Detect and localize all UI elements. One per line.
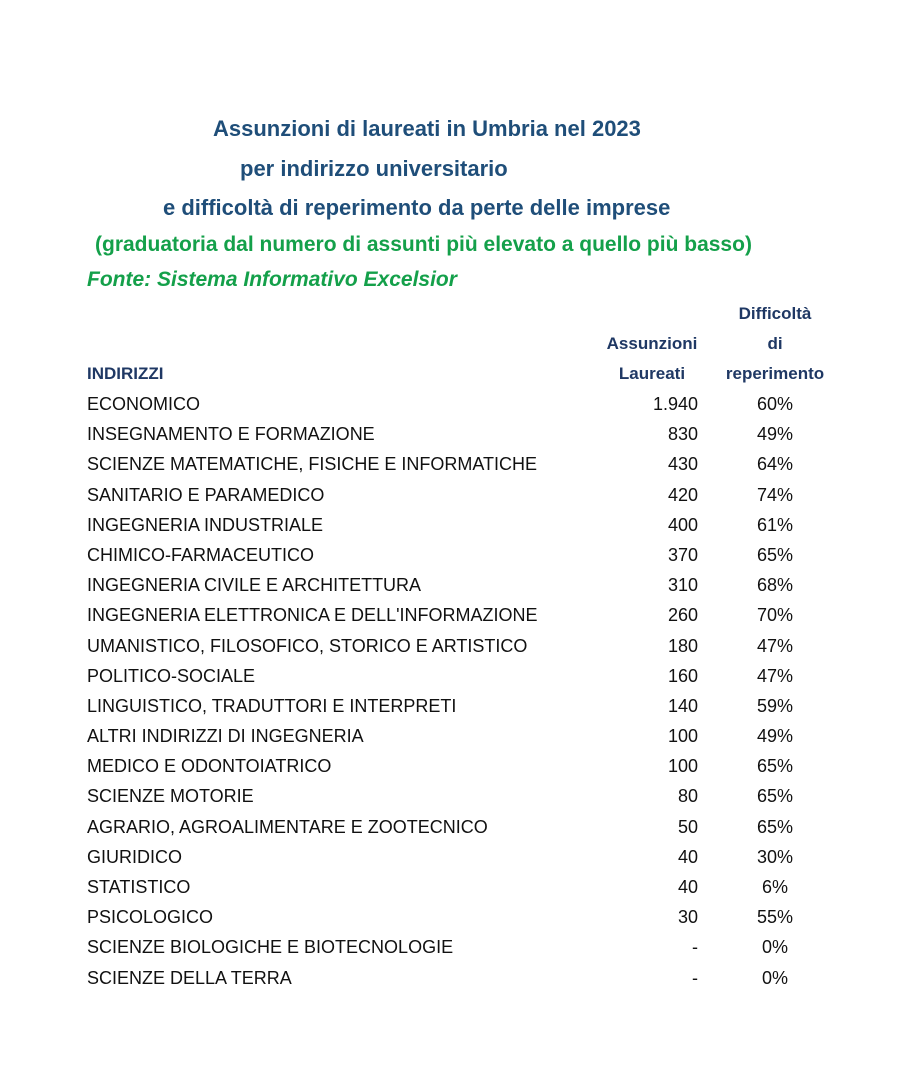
table-row	[0, 754, 918, 784]
row-difficolta: 65%	[756, 544, 794, 565]
table-row	[0, 543, 918, 573]
row-difficolta: 55%	[756, 907, 794, 928]
table-row	[0, 784, 918, 814]
table-row	[0, 513, 918, 543]
table-row	[0, 483, 918, 513]
table-row	[0, 422, 918, 452]
row-assunzioni: 30	[677, 907, 698, 928]
row-name: SCIENZE DELLA TERRA	[87, 967, 292, 988]
table-row	[0, 845, 918, 875]
row-difficolta: 74%	[756, 484, 794, 505]
header-difficolta-line-1: Difficoltà	[738, 304, 812, 323]
row-name: SANITARIO E PARAMEDICO	[87, 484, 325, 505]
row-name: STATISTICO	[87, 877, 191, 897]
row-name: SCIENZE BIOLOGICHE E BIOTECNOLOGIE	[87, 937, 454, 958]
row-assunzioni: 140	[667, 695, 698, 716]
header-difficolta-line-3: reperimento	[725, 364, 825, 383]
row-difficolta: 65%	[756, 786, 794, 807]
table-row	[0, 634, 918, 664]
row-difficolta: 30%	[756, 846, 794, 867]
subtitle: (graduatoria dal numero di assunti più elevato a quello più basso)	[95, 233, 752, 256]
table-row	[0, 664, 918, 694]
row-name: INSEGNAMENTO E FORMAZIONE	[87, 424, 375, 445]
row-assunzioni: 830	[667, 424, 698, 445]
title-line-1: Assunzioni di laureati in Umbria nel 2023	[213, 116, 641, 141]
row-name: SCIENZE MATEMATICHE, FISICHE E INFORMATICHE	[87, 454, 538, 475]
row-assunzioni: 1.940	[652, 394, 698, 414]
table-row	[0, 935, 918, 965]
row-name: AGRARIO, AGROALIMENTARE E ZOOTECNICO	[87, 816, 488, 837]
row-name: LINGUISTICO, TRADUTTORI E INTERPRETI	[87, 695, 457, 716]
row-difficolta: 70%	[756, 605, 794, 626]
table-row	[0, 392, 918, 422]
row-name: INGEGNERIA CIVILE E ARCHITETTURA	[87, 575, 422, 596]
row-assunzioni: 420	[667, 484, 698, 505]
row-name: GIURIDICO	[87, 846, 183, 867]
table-body	[0, 392, 918, 996]
row-difficolta: 49%	[756, 424, 794, 445]
row-name: UMANISTICO, FILOSOFICO, STORICO E ARTISTICO	[87, 635, 528, 656]
row-difficolta: 6%	[761, 877, 788, 897]
row-assunzioni: 100	[667, 756, 698, 777]
table-row	[0, 452, 918, 482]
row-assunzioni: 160	[667, 665, 698, 686]
row-name: POLITICO-SOCIALE	[87, 665, 256, 686]
row-assunzioni: 50	[677, 816, 698, 837]
table-row	[0, 815, 918, 845]
row-difficolta: 60%	[756, 394, 794, 414]
row-assunzioni: 310	[667, 575, 698, 596]
row-difficolta: 0%	[761, 937, 788, 958]
row-difficolta: 0%	[761, 967, 788, 988]
row-name: MEDICO E ODONTOIATRICO	[87, 756, 332, 777]
row-name: ALTRI INDIRIZZI DI INGEGNERIA	[87, 726, 364, 747]
row-assunzioni: 80	[677, 786, 698, 807]
row-name: CHIMICO-FARMACEUTICO	[87, 544, 314, 565]
row-name: SCIENZE MOTORIE	[87, 786, 254, 807]
header-assunzioni-line-2: Laureati	[618, 364, 686, 383]
header-indirizzi: INDIRIZZI	[87, 364, 164, 383]
table-row	[0, 573, 918, 603]
row-difficolta: 64%	[756, 454, 794, 475]
table-row	[0, 875, 918, 905]
row-name: ECONOMICO	[87, 394, 201, 414]
table-row	[0, 724, 918, 754]
row-name: INGEGNERIA ELETTRONICA E DELL'INFORMAZIONE	[87, 605, 538, 626]
row-assunzioni: 40	[677, 877, 698, 897]
row-difficolta: 49%	[756, 726, 794, 747]
source-note: Fonte: Sistema Informativo Excelsior	[87, 268, 457, 291]
row-assunzioni: -	[692, 937, 698, 958]
table-row	[0, 966, 918, 996]
row-assunzioni: 100	[667, 726, 698, 747]
table-row	[0, 603, 918, 633]
row-difficolta: 65%	[756, 816, 794, 837]
row-assunzioni: 370	[667, 544, 698, 565]
row-assunzioni: 430	[667, 454, 698, 475]
title-line-3: e difficoltà di reperimento da perte delle imprese	[163, 195, 671, 220]
row-assunzioni: 260	[667, 605, 698, 626]
row-difficolta: 68%	[756, 575, 794, 596]
table-row	[0, 694, 918, 724]
row-difficolta: 47%	[756, 635, 794, 656]
row-assunzioni: -	[692, 967, 698, 988]
row-difficolta: 65%	[756, 756, 794, 777]
header-assunzioni-line-1: Assunzioni	[606, 334, 698, 353]
row-assunzioni: 400	[667, 514, 698, 535]
row-assunzioni: 180	[667, 635, 698, 656]
title-line-2: per indirizzo universitario	[240, 156, 508, 181]
row-difficolta: 47%	[756, 665, 794, 686]
header-difficolta-line-2: di	[767, 334, 783, 353]
row-name: PSICOLOGICO	[87, 907, 214, 928]
row-assunzioni: 40	[677, 846, 698, 867]
row-difficolta: 59%	[756, 695, 794, 716]
row-name: INGEGNERIA INDUSTRIALE	[87, 514, 324, 535]
row-difficolta: 61%	[756, 514, 794, 535]
table-row	[0, 905, 918, 935]
